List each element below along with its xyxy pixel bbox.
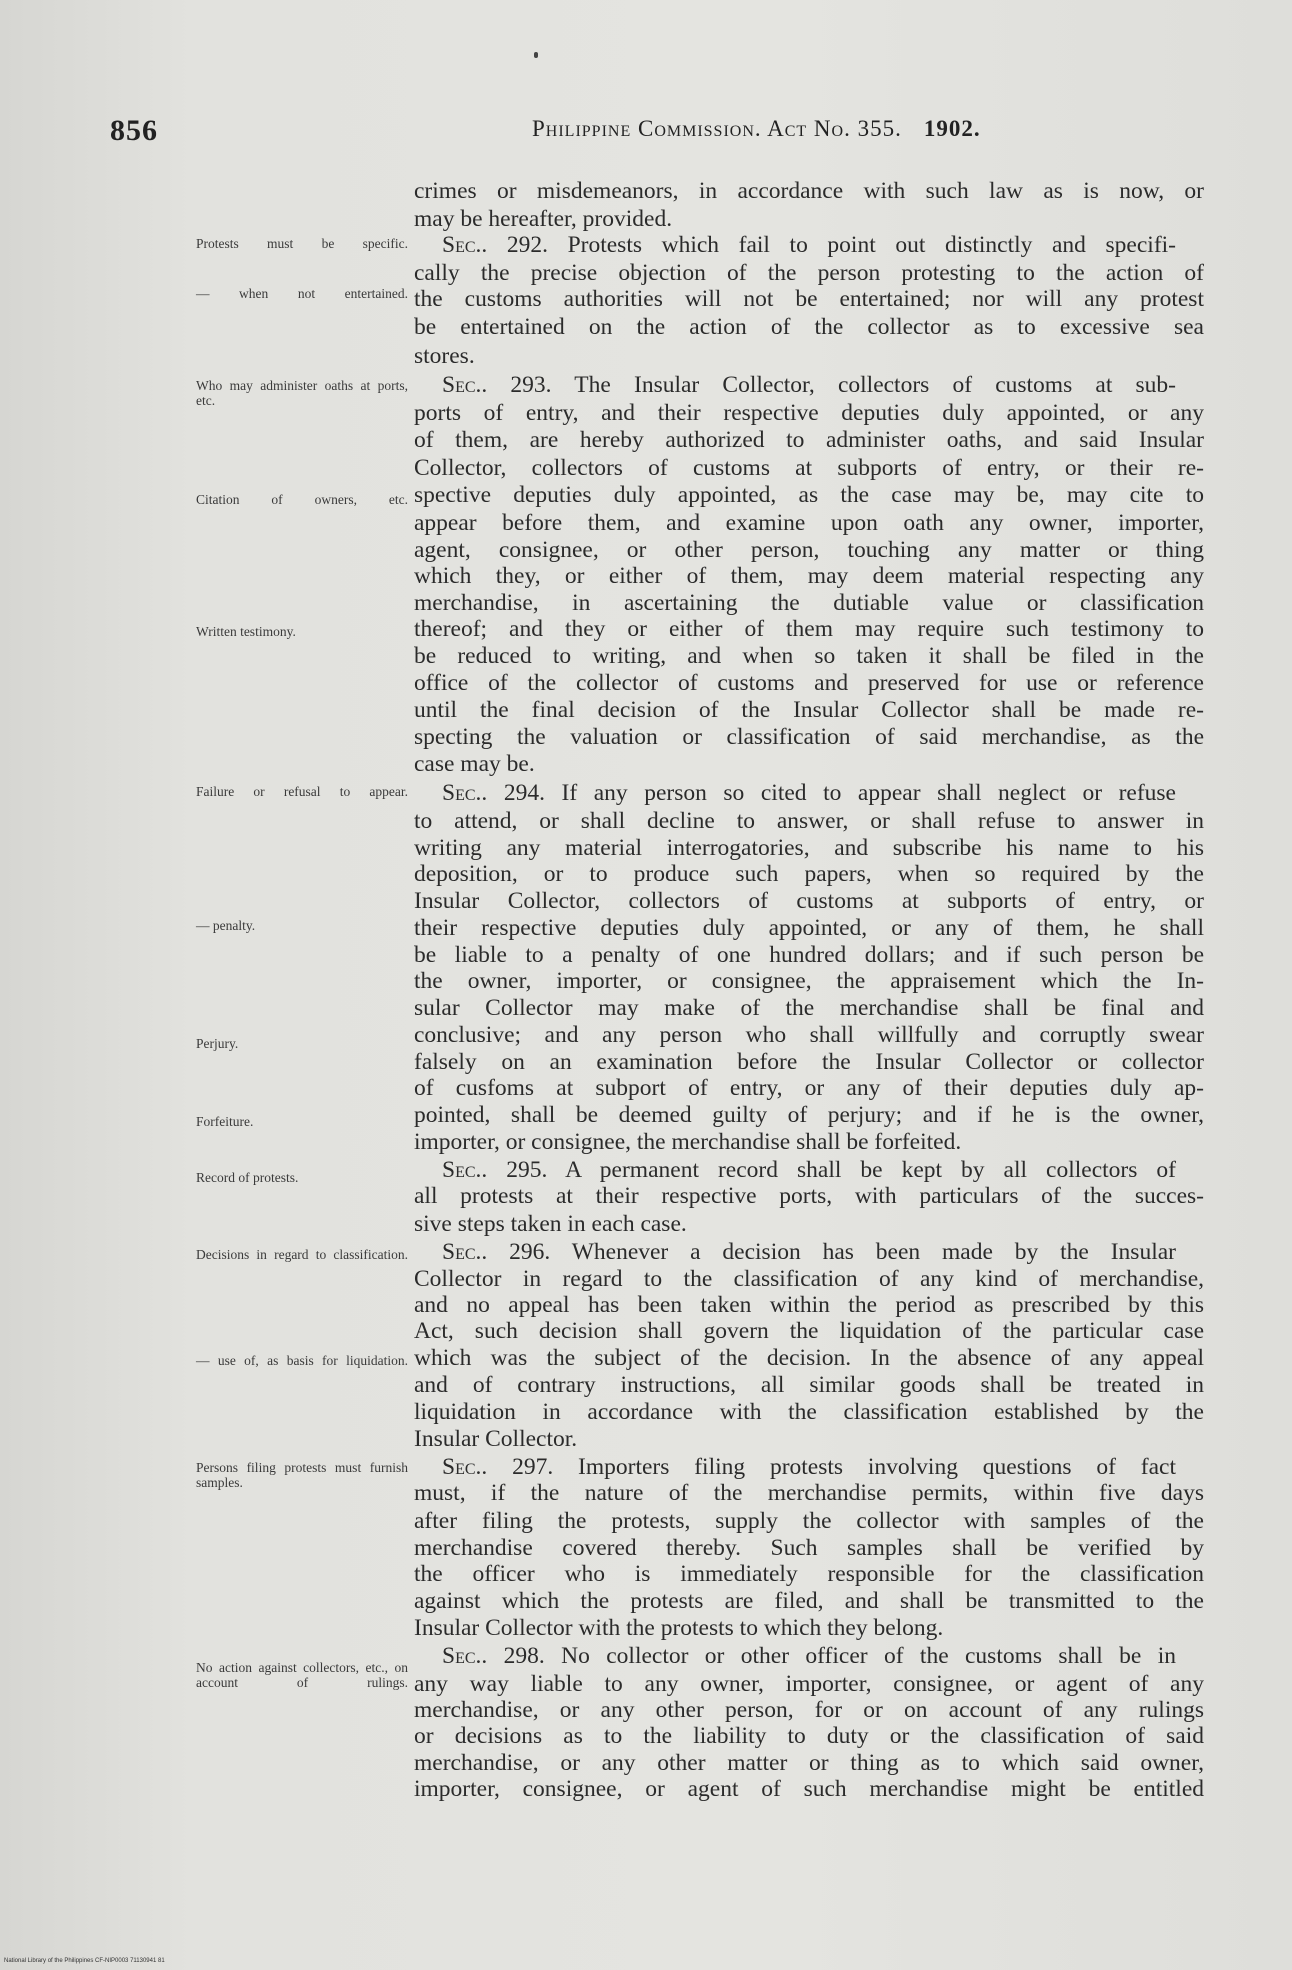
margin-note: Citation of owners, etc. — [196, 492, 408, 507]
running-head-year: 1902. — [923, 116, 981, 141]
body-line: merchandise, in ascertaining the dutiable value or classification — [414, 590, 1204, 616]
body-line: Insular Collector, collectors of customs at subports of entry, or — [414, 888, 1204, 914]
body-line: Sec.. 293. The Insular Collector, collectors of customs at sub- — [442, 372, 1176, 398]
margin-note: Protests must be specific. — [196, 236, 408, 251]
body-line: be entertained on the action of the collector as to excessive sea — [414, 314, 1204, 340]
body-line: agent, consignee, or other person, touching any matter or thing — [414, 537, 1204, 563]
body-line: Sec.. 298. No collector or other officer of the customs shall be in — [442, 1643, 1176, 1669]
body-line: Sec.. 292. Protests which fail to point out distinctly and specifi- — [442, 232, 1176, 258]
body-line: merchandise, or any other person, for or on account of any rulings — [414, 1697, 1204, 1723]
body-line: Insular Collector. — [414, 1426, 578, 1452]
body-line: the owner, importer, or consignee, the appraisement which the In- — [414, 968, 1204, 994]
body-line: be liable to a penalty of one hundred dollars; and if such person be — [414, 942, 1204, 968]
running-head-title: Philippine Commission. Act No. 355. — [532, 116, 902, 141]
section-marker: Sec. — [442, 1239, 482, 1265]
body-line: importer, consignee, or agent of such merchandise might be entitled — [414, 1776, 1204, 1802]
body-line: must, if the nature of the merchandise permits, within five days — [414, 1480, 1204, 1506]
body-line: which was the subject of the decision. In the absence of any appeal — [414, 1345, 1204, 1371]
body-line: falsely on an examination before the Insular Collector or collector — [414, 1049, 1204, 1075]
body-line: case may be. — [414, 751, 535, 777]
margin-note: Persons filing protests must furnish samples. — [196, 1460, 408, 1490]
body-line: Collector in regard to the classification of any kind of merchandise, — [414, 1266, 1204, 1292]
body-line: any way liable to any owner, importer, consignee, or agent of any — [414, 1671, 1204, 1697]
body-line: until the final decision of the Insular Collector shall be made re- — [414, 697, 1204, 723]
margin-note: Decisions in regard to classification. — [196, 1247, 408, 1262]
margin-note: Who may administer oaths at ports, etc. — [196, 378, 408, 408]
body-line: thereof; and they or either of them may require such testimony to — [414, 616, 1204, 642]
body-line: be reduced to writing, and when so taken it shall be filed in the — [414, 643, 1204, 669]
body-line: Sec.. 295. A permanent record shall be kept by all collectors of — [442, 1157, 1176, 1183]
margin-note: Failure or refusal to appear. — [196, 784, 408, 799]
running-head — [532, 116, 1092, 142]
body-line: appear before them, and examine upon oath any owner, importer, — [414, 510, 1204, 536]
margin-note: — when not entertained. — [196, 286, 408, 301]
body-line: Insular Collector with the protests to which they belong. — [414, 1615, 944, 1641]
body-line: sular Collector may make of the merchandise shall be final and — [414, 995, 1204, 1021]
body-line: of cusfoms at subport of entry, or any of their deputies duly ap- — [414, 1075, 1204, 1101]
body-line: pointed, shall be deemed guilty of perjury; and if he is the owner, — [414, 1102, 1204, 1128]
body-line: may be hereafter, provided. — [414, 206, 673, 232]
body-line: to attend, or shall decline to answer, or shall refuse to answer in — [414, 808, 1204, 834]
footer-credit: National Library of the Philippines CF-NIP0003 71130941 81 — [4, 1958, 165, 1964]
section-marker: Sec. — [442, 1157, 482, 1183]
section-marker: Sec. — [442, 1454, 482, 1480]
body-line: merchandise covered thereby. Such samples shall be verified by — [414, 1535, 1204, 1561]
body-line: Collector, collectors of customs at subports of entry, or their re- — [414, 455, 1204, 481]
body-line: and no appeal has been taken within the period as prescribed by this — [414, 1292, 1204, 1318]
body-line: crimes or misdemeanors, in accordance with such law as is now, or — [414, 178, 1204, 204]
ink-speck — [534, 52, 538, 58]
section-marker: Sec. — [442, 1643, 482, 1669]
body-line: liquidation in accordance with the classification established by the — [414, 1399, 1204, 1425]
margin-note: — penalty. — [196, 918, 256, 933]
body-line: their respective deputies duly appointed, or any of them, he shall — [414, 915, 1204, 941]
body-line: cally the precise objection of the person protesting to the action of — [414, 260, 1204, 286]
margin-note: Perjury. — [196, 1036, 239, 1051]
body-line: Act, such decision shall govern the liquidation of the particular case — [414, 1318, 1204, 1344]
body-line: deposition, or to produce such papers, when so required by the — [414, 861, 1204, 887]
body-line: of them, are hereby authorized to administer oaths, and said Insular — [414, 427, 1204, 453]
body-line: the officer who is immediately responsible for the classification — [414, 1561, 1204, 1587]
page-number: 856 — [110, 114, 158, 147]
section-marker: Sec. — [442, 232, 482, 258]
margin-note: Forfeiture. — [196, 1114, 254, 1129]
section-marker: Sec. — [442, 372, 482, 398]
body-line: the customs authorities will not be entertained; nor will any protest — [414, 286, 1204, 312]
body-line: and of contrary instructions, all similar goods shall be treated in — [414, 1372, 1204, 1398]
body-line: office of the collector of customs and preserved for use or reference — [414, 670, 1204, 696]
body-line: merchandise, or any other matter or thing as to which said owner, — [414, 1750, 1204, 1776]
body-line: writing any material interrogatories, and subscribe his name to his — [414, 835, 1204, 861]
body-line: importer, or consignee, the merchandise shall be forfeited. — [414, 1129, 962, 1155]
body-line: sive steps taken in each case. — [414, 1211, 687, 1237]
body-line: all protests at their respective ports, with particulars of the succes- — [414, 1183, 1204, 1209]
body-line: ports of entry, and their respective deputies duly appointed, or any — [414, 400, 1204, 426]
section-marker: Sec. — [442, 780, 482, 806]
body-line: Sec.. 296. Whenever a decision has been made by the Insular — [442, 1239, 1176, 1265]
margin-note: — use of, as basis for liquidation. — [196, 1353, 408, 1368]
body-line: after filing the protests, supply the collector with samples of the — [414, 1508, 1204, 1534]
body-line: against which the protests are filed, and shall be transmitted to the — [414, 1588, 1204, 1614]
margin-note: Written testimony. — [196, 624, 296, 639]
body-line: specting the valuation or classification of said merchandise, as the — [414, 724, 1204, 750]
margin-note: No action against collectors, etc., on account of rulings. — [196, 1660, 408, 1690]
body-line: stores. — [414, 343, 475, 369]
body-line: Sec.. 297. Importers filing protests involving questions of fact — [442, 1454, 1176, 1480]
body-line: or decisions as to the liability to duty or the classification of said — [414, 1723, 1204, 1749]
margin-note: Record of protests. — [196, 1170, 299, 1185]
body-line: conclusive; and any person who shall willfully and corruptly swear — [414, 1022, 1204, 1048]
body-line: Sec.. 294. If any person so cited to appear shall neglect or refuse — [442, 780, 1176, 806]
body-line: which they, or either of them, may deem material respecting any — [414, 563, 1204, 589]
body-line: spective deputies duly appointed, as the case may be, may cite to — [414, 482, 1204, 508]
